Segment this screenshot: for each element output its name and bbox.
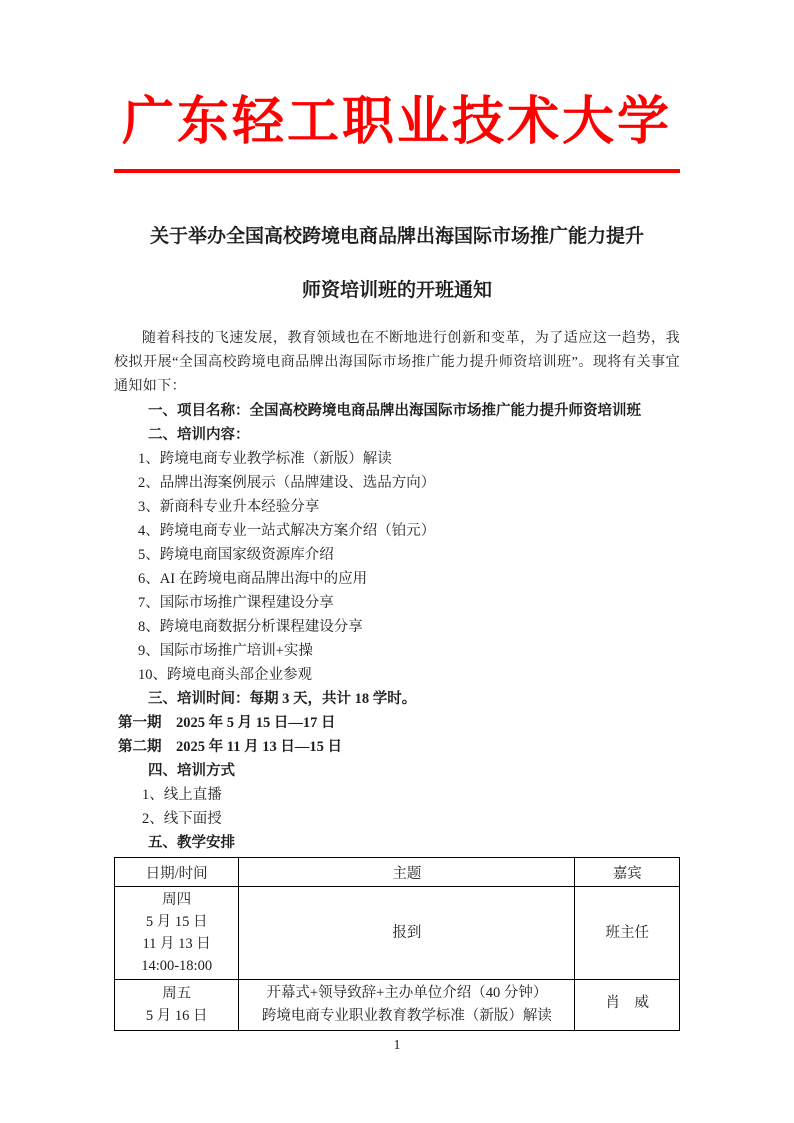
content-item: 9、国际市场推广培训+实操 <box>138 643 313 659</box>
table-row <box>115 980 680 1031</box>
content-item: 4、跨境电商专业一站式解决方案介绍（铂元） <box>138 523 436 539</box>
notice-title-line2: 师资培训班的开班通知 <box>301 280 492 301</box>
content-item: 3、新商科专业升本经验分享 <box>138 499 320 515</box>
notice-title <box>114 221 680 307</box>
content-item: 2、品牌出海案例展示（品牌建设、选品方向） <box>138 475 436 491</box>
content-item: 5、跨境电商国家级资源库介绍 <box>138 547 334 563</box>
content-item: 7、国际市场推广课程建设分享 <box>138 595 334 611</box>
topic-cell: 开幕式+领导致辞+主办单位介绍（40 分钟） 跨境电商专业职业教育教学标准（新版）解读 <box>239 980 575 1031</box>
period-1: 第一期 2025 年 5 月 15 日—17 日 <box>118 715 336 731</box>
section-project-name: 一、项目名称：全国高校跨境电商品牌出海国际市场推广能力提升师资培训班 <box>148 403 641 419</box>
topic-cell: 报到 <box>239 887 575 980</box>
notice-title-line1: 关于举办全国高校跨境电商品牌出海国际市场推广能力提升 <box>149 226 644 247</box>
period-2: 第二期 2025 年 11 月 13 日—15 日 <box>118 739 342 755</box>
content-item: 1、跨境电商专业教学标准（新版）解读 <box>138 451 392 467</box>
content-item: 10、跨境电商头部企业参观 <box>138 667 312 683</box>
section-training-method: 四、培训方式 <box>148 763 235 779</box>
table-header-row <box>115 858 680 887</box>
section-teaching-schedule: 五、教学安排 <box>148 835 235 851</box>
content-item: 8、跨境电商数据分析课程建设分享 <box>138 619 363 635</box>
col-header-date-time: 日期/时间 <box>115 858 239 887</box>
date-cell: 周四 5 月 15 日 11 月 13 日 14:00-18:00 <box>115 887 239 980</box>
date-cell: 周五 5 月 16 日 <box>115 980 239 1031</box>
schedule-table <box>114 857 680 1031</box>
col-header-guest: 嘉宾 <box>575 858 680 887</box>
intro-paragraph: 随着科技的飞速发展，教育领域也在不断地进行创新和变革，为了适应这一趋势，我校拟开展“全国高校跨境电商品牌出海国际市场推广能力提升师资培训班”。现将有关事宜通知如下： <box>114 331 680 394</box>
content-item: 6、AI 在跨境电商品牌出海中的应用 <box>138 571 368 587</box>
page-number: 1 <box>393 1038 401 1053</box>
col-header-topic: 主题 <box>239 858 575 887</box>
method-item: 2、线下面授 <box>142 811 222 827</box>
section-training-time: 三、培训时间：每期 3 天，共计 18 学时。 <box>148 691 417 707</box>
guest-cell: 肖 威 <box>575 980 680 1031</box>
page-content <box>0 84 794 1031</box>
letterhead-divider <box>114 169 680 173</box>
section-training-content: 二、培训内容： <box>148 427 250 443</box>
school-name: 广东轻工职业技术大学 <box>121 94 672 151</box>
table-row <box>115 887 680 980</box>
guest-cell: 班主任 <box>575 887 680 980</box>
method-item: 1、线上直播 <box>142 787 222 803</box>
